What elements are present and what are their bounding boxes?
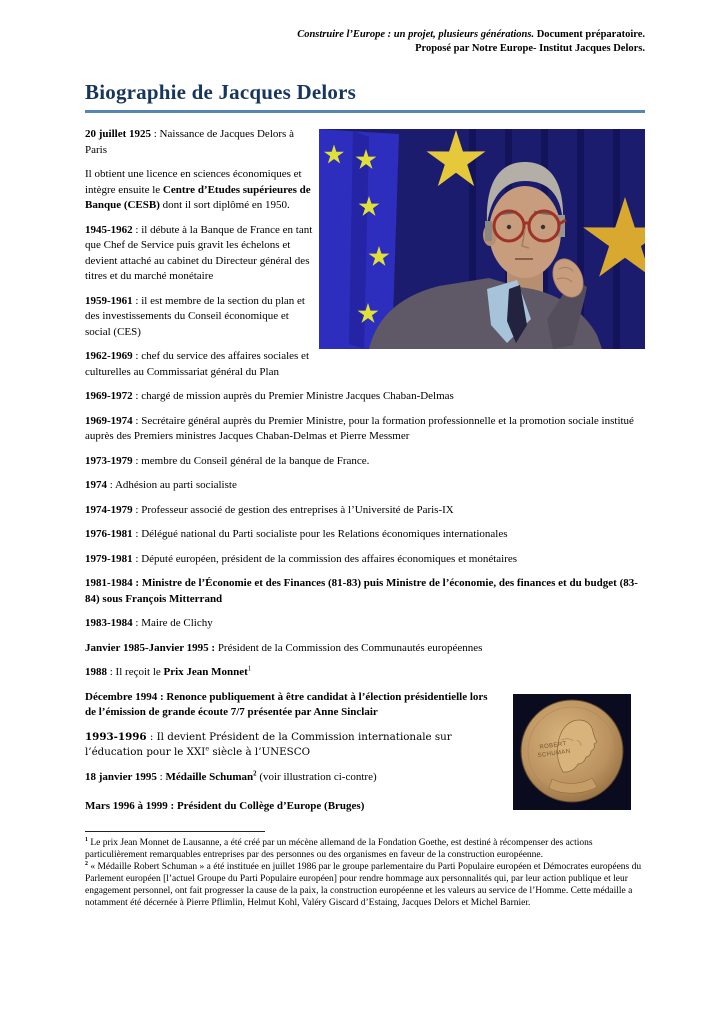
bio-entry: 1969-1974 : Secrétaire général auprès du Premier Ministre, pour la formation professionnelle et la promotion sociale institué auprès des Premiers ministres Jacques Chaban-Delmas et Pierre Messmer: [85, 414, 634, 442]
bio-entry: 1974-1979 : Professeur associé de gestion des entreprises à l’Université de Paris-IX: [85, 503, 454, 516]
page-title: Biographie de Jacques Delors: [85, 80, 645, 113]
bio-entry: 1962-1969 : chef du service des affaires sociales et culturelles au Commissariat général du Plan: [85, 350, 309, 378]
bio-entry: 18 janvier 1995 : Médaille Schuman$^2$ (voir illustration ci-contre): [85, 769, 377, 783]
bio-entry: Janvier 1985-Janvier 1995 : Président de la Commission des Communautés européennes: [85, 641, 483, 654]
bio-entry: 1959-1961 : il est membre de la section du plan et des investissements du Conseil économique et social (CES): [85, 294, 305, 338]
footnote: $^1$ Le prix Jean Monnet de Lausanne, a été créé par un mécène allemand de la Fondation Goethe, est destiné à récompenser des actions particulièrement remarquables entreprises par des personnes ou des organismes en faveur de la construction européenne.: [85, 836, 593, 860]
delors-photo-illustration: [319, 129, 645, 349]
bio-entry: 1983-1984 : Maire de Clichy: [85, 617, 213, 629]
bio-entry: 1974 : Adhésion au parti socialiste: [85, 479, 237, 491]
bio-entry: 1993-1996 : Il devient Président de la Commission internationale sur l’éducation pour le XXIe siècle à l’UNESCO: [85, 730, 452, 758]
bio-entry: 1976-1981 : Délégué national du Parti socialiste pour les Relations économiques internationales: [85, 528, 508, 540]
photo-jacques-delors: [319, 129, 645, 349]
photo-schuman-medal: [513, 694, 631, 810]
bio-entry: 1981-1984 : Ministre de l’Économie et des Finances (81-83) puis Ministre de l’économie, des finances et du budget (83-84) sous François Mitterrand: [85, 577, 638, 605]
doc-header: [85, 28, 645, 55]
header-subtitle-italic: Construire l’Europe : un projet, plusieurs générations.: [297, 29, 535, 40]
schuman-medal-illustration: [513, 694, 631, 810]
bio-entry: 1973-1979 : membre du Conseil général de la banque de France.: [85, 454, 370, 467]
header-line-2: Proposé par Notre Europe- Institut Jacques Delors.: [415, 42, 645, 54]
footnote: $^2$ « Médaille Robert Schuman » a été instituée en juillet 1986 par le groupe parlementaire du Parti Populaire européen et Démocrates européens du Parlement européen [l’actuel Groupe du Parti Populaire européen] pour rendre hommage aux personnalités qui, par leur action publique et leur engagement personnel, ont fait progresser la cause de la paix, la construction européenne et les valeurs au service de l’Homme. Cette médaille a notamment été décernée à Pierre Pflimlin, Helmut Kohl, Valéry Giscard d’Estaing, Jacques Delors et Michel Barnier.: [85, 860, 642, 908]
bio-entry: 1988 : Il reçoit le Prix Jean Monnet$^1$: [85, 665, 252, 678]
footnote-separator: [85, 831, 265, 832]
biography-content: [85, 127, 645, 909]
bio-entry: 1969-1972 : chargé de mission auprès du Premier Ministre Jacques Chaban-Delmas: [85, 390, 454, 402]
medal-inscription-line2: SCHUMAN: [537, 748, 571, 759]
bio-entry: Mars 1996 à 1999 : Président du Collège d’Europe (Bruges): [85, 800, 365, 812]
bio-entry: Il obtient une licence en sciences économiques et intègre ensuite le Centre d’Etudes supérieures de Banque (CESB) dont il sort diplômé en 1950.: [85, 168, 311, 211]
bio-entry: 1945-1962 : il débute à la Banque de France en tant que Chef de Service puis gravit les échelons et devient attaché au cabinet du Directeur général des titres et du marché monétaire: [85, 223, 313, 282]
header-subtitle-rest: Document préparatoire.: [534, 29, 645, 40]
footnotes: [85, 837, 645, 909]
header-line-1: [85, 28, 645, 42]
bio-entry: Décembre 1994 : Renonce publiquement à être candidat à l’élection présidentielle lors de l’émission de grande écoute 7/7 présentée par Anne Sinclair: [85, 690, 488, 718]
bio-entry: 1979-1981 : Député européen, président de la commission des affaires économiques et monétaires: [85, 552, 518, 565]
medal-inscription-line1: ROBERT: [539, 740, 568, 751]
bio-entry: 20 juillet 1925 : Naissance de Jacques Delors à Paris: [85, 128, 294, 156]
